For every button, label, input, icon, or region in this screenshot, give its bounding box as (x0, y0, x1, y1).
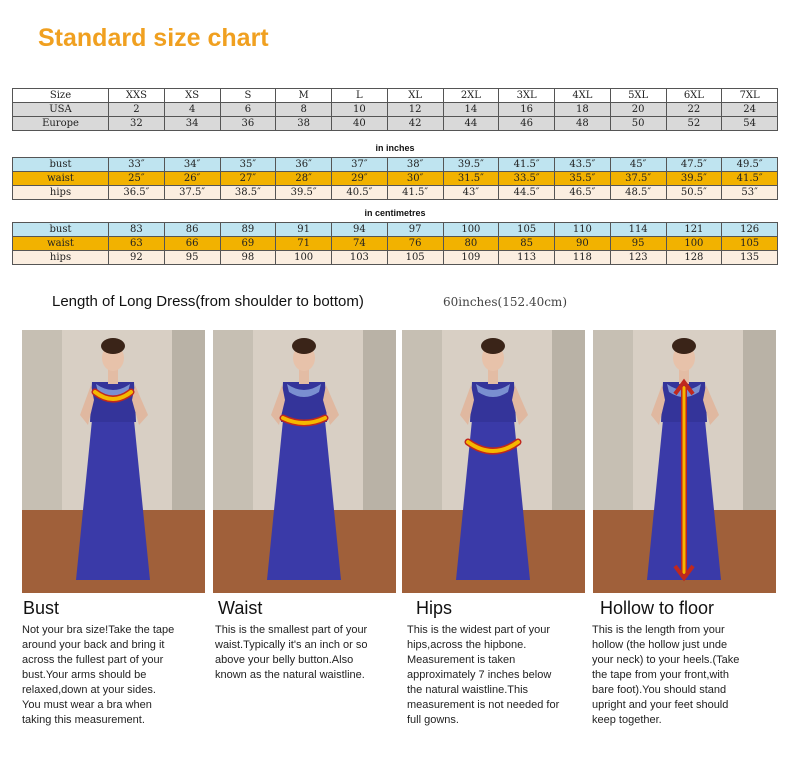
table-cell: 38.5″ (220, 186, 276, 200)
table-cell: 35.5″ (555, 172, 611, 186)
table-cell: XXS (109, 89, 165, 103)
table-cell: 98 (220, 251, 276, 265)
table-cell: 34″ (164, 158, 220, 172)
table-cell: 35″ (220, 158, 276, 172)
table-cell: 91 (276, 223, 332, 237)
hair (672, 338, 696, 354)
description-line: approximately 7 inches below (407, 669, 552, 681)
table-cell: 6XL (666, 89, 722, 103)
table-cell: bust (13, 158, 109, 172)
description-line: known as the natural waistline. (215, 669, 365, 681)
table-cell: 66 (164, 237, 220, 251)
model-illustration (402, 330, 585, 593)
description-line: measurement is not needed for (407, 699, 560, 711)
waist-row (13, 237, 778, 251)
table-cell: 63 (109, 237, 165, 251)
table-cell: 135 (722, 251, 778, 265)
table-cell: 14 (443, 103, 499, 117)
table-cell: 8 (276, 103, 332, 117)
table-cell: 80 (443, 237, 499, 251)
inches-table (12, 157, 778, 200)
table-cell: 69 (220, 237, 276, 251)
table-cell: 38 (276, 117, 332, 131)
description-line: full gowns. (407, 714, 459, 726)
table-cell: 85 (499, 237, 555, 251)
table-cell: 89 (220, 223, 276, 237)
hair (481, 338, 505, 354)
table-cell: 105 (722, 237, 778, 251)
table-cell: 24 (722, 103, 778, 117)
description-line: You must wear a bra when (22, 699, 152, 711)
table-cell: 33.5″ (499, 172, 555, 186)
table-cell: 37.5″ (164, 186, 220, 200)
dress-bodice (281, 382, 327, 422)
description-line: keep together. (592, 714, 662, 726)
table-cell: 4XL (555, 89, 611, 103)
table-cell: 43.5″ (555, 158, 611, 172)
hollow-to-floor-title: Hollow to floor (600, 598, 715, 618)
description-line: This is the widest part of your (407, 624, 551, 636)
model-illustration (593, 330, 776, 593)
table-cell: 52 (666, 117, 722, 131)
description-line: relaxed,down at your sides. (22, 684, 156, 696)
table-cell: waist (13, 237, 109, 251)
table-cell: 54 (722, 117, 778, 131)
description-line: across the fullest part of your (22, 654, 164, 666)
table-cell: 18 (555, 103, 611, 117)
table-cell: 95 (164, 251, 220, 265)
table-cell: bust (13, 223, 109, 237)
hair (292, 338, 316, 354)
table-cell: 90 (555, 237, 611, 251)
table-cell: 41.5″ (722, 172, 778, 186)
table-cell: 45″ (610, 158, 666, 172)
dress-bodice (470, 382, 516, 422)
table-cell: 109 (443, 251, 499, 265)
page-title: Standard size chart (38, 24, 269, 52)
table-cell: 2 (109, 103, 165, 117)
table-cell: 39.5″ (666, 172, 722, 186)
table-cell: L (332, 89, 388, 103)
background-panel (213, 330, 253, 510)
description-line: hollow (the hollow just unde (592, 639, 728, 651)
table-cell: 97 (387, 223, 443, 237)
table-cell: 86 (164, 223, 220, 237)
table-cell: 76 (387, 237, 443, 251)
table-cell: 38″ (387, 158, 443, 172)
table-cell: 3XL (499, 89, 555, 103)
table-cell: 2XL (443, 89, 499, 103)
table-cell: 83 (109, 223, 165, 237)
waist-description (215, 623, 368, 683)
bust-description (22, 623, 174, 728)
table-cell: 41.5″ (387, 186, 443, 200)
table-cell: 22 (666, 103, 722, 117)
table-cell: 36 (220, 117, 276, 131)
table-cell: 33″ (109, 158, 165, 172)
description-line: around your back and bring it (22, 639, 165, 651)
table-cell: 71 (276, 237, 332, 251)
table-cell: 46.5″ (555, 186, 611, 200)
background-panel (552, 330, 585, 510)
centimetres-label: in centimetres (364, 208, 426, 218)
background-panel (593, 330, 633, 510)
table-cell: 94 (332, 223, 388, 237)
table-cell: 128 (666, 251, 722, 265)
table-cell: 27″ (220, 172, 276, 186)
usa-row (13, 103, 778, 117)
description-line: the tape from your front,with (592, 669, 729, 681)
dress-length-value: 60inches(152.40cm) (443, 295, 567, 309)
table-cell: 5XL (610, 89, 666, 103)
table-cell: 103 (332, 251, 388, 265)
waist-row (13, 172, 778, 186)
table-cell: 37.5″ (610, 172, 666, 186)
description-line: This is the length from your (592, 624, 725, 636)
background-panel (743, 330, 776, 510)
table-cell: 28″ (276, 172, 332, 186)
table-cell: 7XL (722, 89, 778, 103)
table-cell: Size (13, 89, 109, 103)
hips-photo (402, 330, 585, 593)
description-line: taking this measurement. (22, 714, 145, 726)
table-cell: 95 (610, 237, 666, 251)
table-cell: 16 (499, 103, 555, 117)
dress-length-label: Length of Long Dress(from shoulder to bottom) (52, 293, 364, 310)
table-cell: 39.5″ (276, 186, 332, 200)
table-cell: hips (13, 251, 109, 265)
table-cell: S (220, 89, 276, 103)
table-cell: 74 (332, 237, 388, 251)
description-line: the natural waistline.This (407, 684, 529, 696)
background-panel (402, 330, 442, 510)
centimetres-table (12, 222, 778, 265)
table-cell: 46 (499, 117, 555, 131)
table-cell: 113 (499, 251, 555, 265)
table-cell: 47.5″ (666, 158, 722, 172)
table-cell: 20 (610, 103, 666, 117)
table-cell: 42 (387, 117, 443, 131)
background-panel (172, 330, 205, 510)
table-cell: 43″ (443, 186, 499, 200)
table-cell: 36″ (276, 158, 332, 172)
table-cell: 50.5″ (666, 186, 722, 200)
table-cell: Europe (13, 117, 109, 131)
bust-row (13, 158, 778, 172)
inches-label: in inches (375, 143, 415, 153)
table-cell: 44 (443, 117, 499, 131)
model-illustration (213, 330, 396, 593)
table-cell: 49.5″ (722, 158, 778, 172)
waist-photo (213, 330, 396, 593)
table-cell: XS (164, 89, 220, 103)
model-illustration (22, 330, 205, 593)
table-cell: 34 (164, 117, 220, 131)
europe-row (13, 117, 778, 131)
table-cell: 48 (555, 117, 611, 131)
hollow-to-floor-description (592, 623, 739, 728)
size-table (12, 88, 778, 131)
table-cell: 40 (332, 117, 388, 131)
table-cell: 126 (722, 223, 778, 237)
description-line: hips,across the hipbone. (407, 639, 527, 651)
description-line: This is the smallest part of your (215, 624, 368, 636)
bust-row (13, 223, 778, 237)
table-cell: 123 (610, 251, 666, 265)
table-cell: 36.5″ (109, 186, 165, 200)
table-cell: 6 (220, 103, 276, 117)
table-cell: 100 (443, 223, 499, 237)
table-cell: 44.5″ (499, 186, 555, 200)
table-cell: 29″ (332, 172, 388, 186)
table-cell: XL (387, 89, 443, 103)
table-cell: M (276, 89, 332, 103)
description-line: your neck) to your heels.(Take (592, 654, 740, 666)
table-cell: 114 (610, 223, 666, 237)
table-cell: 110 (555, 223, 611, 237)
table-cell: 26″ (164, 172, 220, 186)
table-cell: waist (13, 172, 109, 186)
table-cell: 31.5″ (443, 172, 499, 186)
background-panel (363, 330, 396, 510)
table-cell: 105 (387, 251, 443, 265)
description-line: Measurement is taken (407, 654, 516, 666)
bust-title: Bust (23, 598, 60, 618)
background-panel (22, 330, 62, 510)
table-cell: 41.5″ (499, 158, 555, 172)
table-cell: 32 (109, 117, 165, 131)
table-cell: 48.5″ (610, 186, 666, 200)
description-line: bare foot).You should stand (592, 684, 727, 696)
table-cell: hips (13, 186, 109, 200)
hair (101, 338, 125, 354)
table-cell: 105 (499, 223, 555, 237)
table-cell: 118 (555, 251, 611, 265)
hips-row (13, 186, 778, 200)
table-cell: 25″ (109, 172, 165, 186)
hips-title: Hips (416, 598, 453, 618)
description-line: above your belly button.Also (215, 654, 354, 666)
table-cell: 30″ (387, 172, 443, 186)
table-cell: 12 (387, 103, 443, 117)
hips-row (13, 251, 778, 265)
description-line: Not your bra size!Take the tape (22, 624, 175, 636)
table-cell: 50 (610, 117, 666, 131)
table-cell: 53″ (722, 186, 778, 200)
table-cell: 40.5″ (332, 186, 388, 200)
waist-title: Waist (218, 598, 263, 618)
table-cell: 37″ (332, 158, 388, 172)
table-cell: 10 (332, 103, 388, 117)
table-cell: 39.5″ (443, 158, 499, 172)
bust-photo (22, 330, 205, 593)
table-cell: 100 (276, 251, 332, 265)
table-cell: USA (13, 103, 109, 117)
hips-description (407, 623, 559, 728)
table-cell: 4 (164, 103, 220, 117)
size-row (13, 89, 778, 103)
description-line: waist.Typically it's an inch or so (215, 639, 368, 651)
description-line: upright and your feet should (592, 699, 729, 711)
description-line: bust.Your arms should be (22, 669, 147, 681)
table-cell: 92 (109, 251, 165, 265)
table-cell: 100 (666, 237, 722, 251)
hollow-to-floor-photo (593, 330, 776, 593)
table-cell: 121 (666, 223, 722, 237)
